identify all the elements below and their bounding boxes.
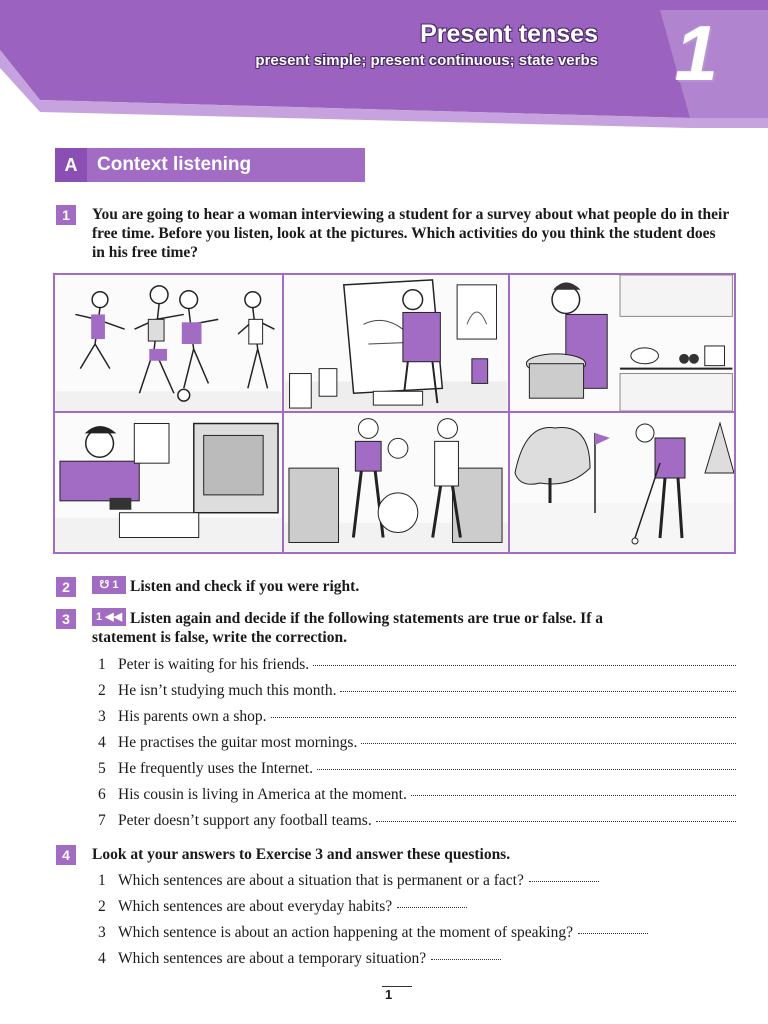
exercise-2-instruction: [92, 577, 359, 596]
answer-line[interactable]: [397, 907, 467, 908]
section-letter: A: [55, 148, 87, 182]
question-text: Which sentence is about an action happening at the moment of speaking?: [118, 924, 573, 941]
answer-line[interactable]: [411, 795, 736, 796]
section-title: Context listening: [97, 154, 252, 175]
picture-painting: [284, 275, 510, 413]
answer-line[interactable]: [376, 821, 736, 822]
statement-text: He isn’t studying much this month.: [118, 682, 337, 699]
question-number: 3: [98, 924, 106, 941]
answer-line[interactable]: [431, 959, 501, 960]
statement-text: He practises the guitar most mornings.: [118, 734, 358, 751]
statement-item: [98, 656, 736, 678]
statement-item: [98, 708, 736, 730]
statement-number: 6: [98, 786, 106, 803]
statement-number: 7: [98, 812, 106, 829]
statement-number: 2: [98, 682, 106, 699]
statement-number: 4: [98, 734, 106, 751]
question-text: Which sentences are about a situation that is permanent or a fact?: [118, 872, 524, 889]
picture-computer-games: [55, 413, 284, 552]
exercise-1-number: 1: [56, 205, 76, 225]
exercise-3-instruction: [92, 609, 652, 647]
picture-cooking: [510, 275, 734, 413]
question-text: Which sentences are about a temporary situation?: [118, 950, 427, 967]
question-item: [98, 924, 648, 946]
statement-text: Peter is waiting for his friends.: [118, 656, 310, 673]
exercise-4-instruction: Look at your answers to Exercise 3 and answer these questions.: [92, 846, 511, 863]
page-number: 1: [385, 987, 393, 1002]
answer-line[interactable]: [271, 717, 736, 718]
statement-item: [98, 682, 736, 704]
exercise-2-number: 2: [56, 577, 76, 597]
answer-line[interactable]: [313, 665, 736, 666]
unit-banner: [0, 0, 768, 130]
statement-item: [98, 760, 736, 782]
statement-number: 5: [98, 760, 106, 777]
exercise-1-instruction: You are going to hear a woman interviewing a student for a survey about what people do in their free time. Before you listen, look at the pictures. Which activities do you think the student does in his free time?: [92, 206, 729, 261]
unit-number: 1: [674, 9, 718, 97]
statement-number: 1: [98, 656, 106, 673]
statement-text: He frequently uses the Internet.: [118, 760, 313, 777]
exercise-4-number: 4: [56, 845, 76, 865]
question-item: [98, 950, 501, 972]
question-number: 2: [98, 898, 106, 915]
question-number: 4: [98, 950, 106, 967]
exercise-2-text: Listen and check if you were right.: [130, 578, 360, 595]
statement-number: 3: [98, 708, 106, 725]
picture-golf: [510, 413, 734, 552]
statement-item: [98, 812, 736, 834]
exercise-3-number: 3: [56, 609, 76, 629]
statement-text: His parents own a shop.: [118, 708, 267, 725]
statement-text: Peter doesn’t support any football teams.: [118, 812, 372, 829]
exercise-3-text: Listen again and decide if the following statements are true or false. If a statement is false, write the correction.: [92, 610, 603, 647]
picture-football: [55, 275, 284, 413]
audio-track-number: 1: [95, 610, 103, 623]
audio-rewind-button[interactable]: [92, 608, 126, 626]
answer-line[interactable]: [529, 881, 599, 882]
section-heading: [55, 148, 365, 182]
picture-band: [284, 413, 510, 552]
answer-line[interactable]: [361, 743, 736, 744]
question-text: Which sentences are about everyday habits?: [118, 898, 393, 915]
answer-line[interactable]: [340, 691, 736, 692]
rewind-icon: ◀◀: [105, 610, 123, 623]
question-item: [98, 898, 467, 920]
question-item: [98, 872, 599, 894]
audio-track-button[interactable]: [92, 576, 126, 594]
answer-line[interactable]: [578, 933, 648, 934]
answer-line[interactable]: [317, 769, 736, 770]
statement-item: [98, 734, 736, 756]
page-title: Present tenses: [420, 20, 598, 48]
statement-text: His cousin is living in America at the moment.: [118, 786, 407, 803]
statement-item: [98, 786, 736, 808]
question-number: 1: [98, 872, 106, 889]
page-subtitle: present simple; present continuous; state verbs: [255, 52, 598, 69]
activity-pictures: [53, 273, 736, 554]
audio-track-number: 1: [112, 578, 119, 591]
headphones-icon: ☋: [99, 578, 110, 591]
